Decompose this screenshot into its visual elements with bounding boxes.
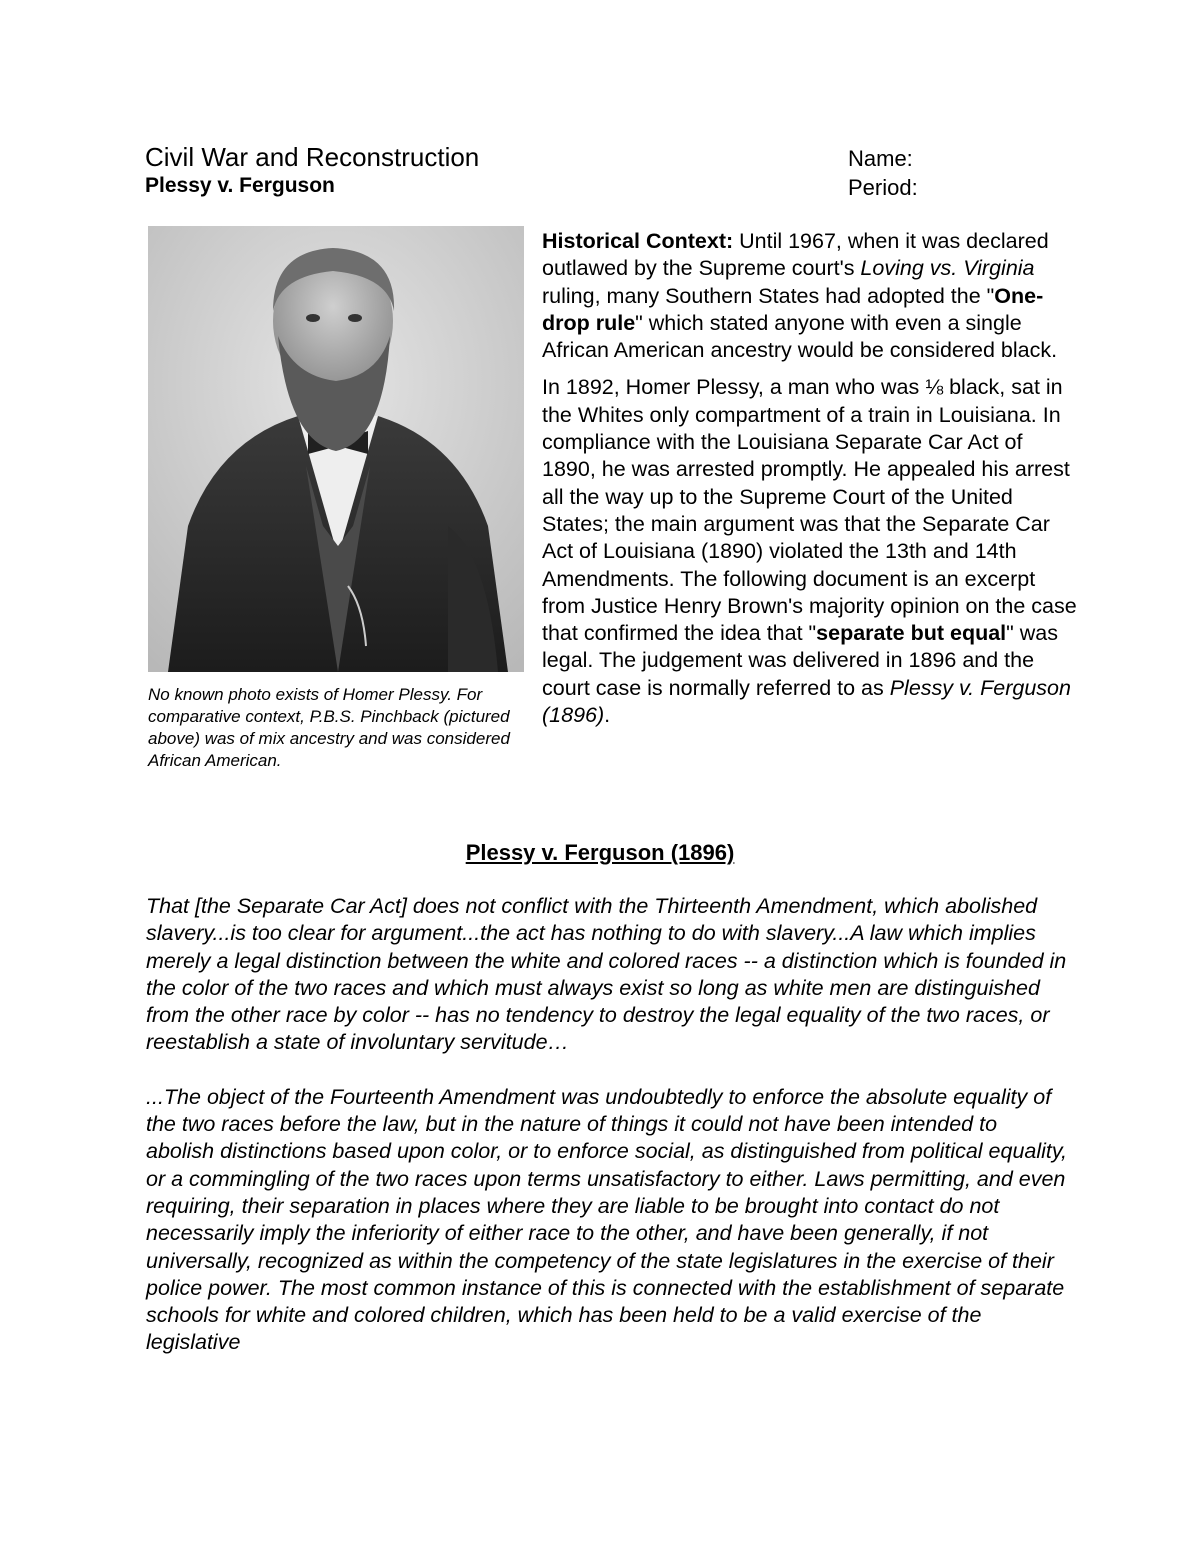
context-paragraph-2: In 1892, Homer Plessy, a man who was ⅛ black, sat in the Whites only compartment of a train in Louisiana. In compliance with the Louisiana Separate Car Act of 1890, he was arrested promptly. He appealed his arrest all the way up to the Supreme Court of the United States; the main argument was that the Separate Car Act of Louisiana (1890) violated the 13th and 14th Amendments. The following document is an excerpt from Justice Henry Brown's majority opinion on the case that confirmed the idea that "separate but equal" was legal. The judgement was delivered in 1896 and the court case is normally referred to as Plessy v. Ferguson (1896). <box>542 375 1077 728</box>
period-label: Period: <box>848 175 918 200</box>
case-name: Plessy v. Ferguson (1896) <box>542 675 1071 728</box>
portrait-photo-icon <box>148 226 524 672</box>
historical-context <box>542 228 1082 739</box>
photo-caption: No known photo exists of Homer Plessy. For comparative context, P.B.S. Pinchback (pictured above) was of mix ancestry and was considered African American. <box>148 685 510 770</box>
context-paragraph-1: Historical Context: Until 1967, when it was declared outlawed by the Supreme court's Loving vs. Virginia ruling, many Southern States had adopted the "One-drop rule" which stated anyone with even a single African American ancestry would be considered black. <box>542 229 1058 363</box>
opinion-excerpt <box>146 893 1071 1384</box>
one-drop-rule-term: One-drop rule <box>542 283 1044 335</box>
excerpt-paragraph-1: That [the Separate Car Act] does not conflict with the Thirteenth Amendment, which abolished slavery...is too clear for argument...the act has nothing to do with slavery...A law which implies merely a legal distinction between the white and colored races -- a distinction which is founded in the color of the two races and which must always exist so long as white men are distinguished from the other race by color -- has no tendency to destroy the legal equality of the two races, or reestablish a state of involuntary servitude… <box>146 894 1067 1055</box>
case-name: Loving vs. Virginia <box>860 256 1035 281</box>
name-label: Name: <box>848 146 913 171</box>
separate-but-equal-term: separate but equal <box>816 621 1007 646</box>
context-label: Historical Context: <box>542 229 734 253</box>
document-heading: Plessy v. Ferguson (1896) <box>465 840 735 865</box>
excerpt-paragraph-2: ...The object of the Fourteenth Amendment was undoubtedly to enforce the absolute equality of the two races before the law, but in the nature of things it could not have been intended to abolish distinctions based upon color, or to enforce social, as distinguished from political equality, or a commingling of the two races upon terms unsatisfactory to either. Laws permitting, and even requiring, their separation in places where they are liable to be brought into contact do not necessarily imply the inferiority of either race to the other, and have been generally, if not universally, recognized as within the competency of the state legislatures in the exercise of their police power. The most common instance of this is connected with the establishment of separate schools for white and colored children, which has been held to be a valid exercise of the legislative <box>146 1084 1068 1355</box>
course-title: Civil War and Reconstruction <box>145 142 480 172</box>
worksheet-topic: Plessy v. Ferguson <box>145 174 335 197</box>
